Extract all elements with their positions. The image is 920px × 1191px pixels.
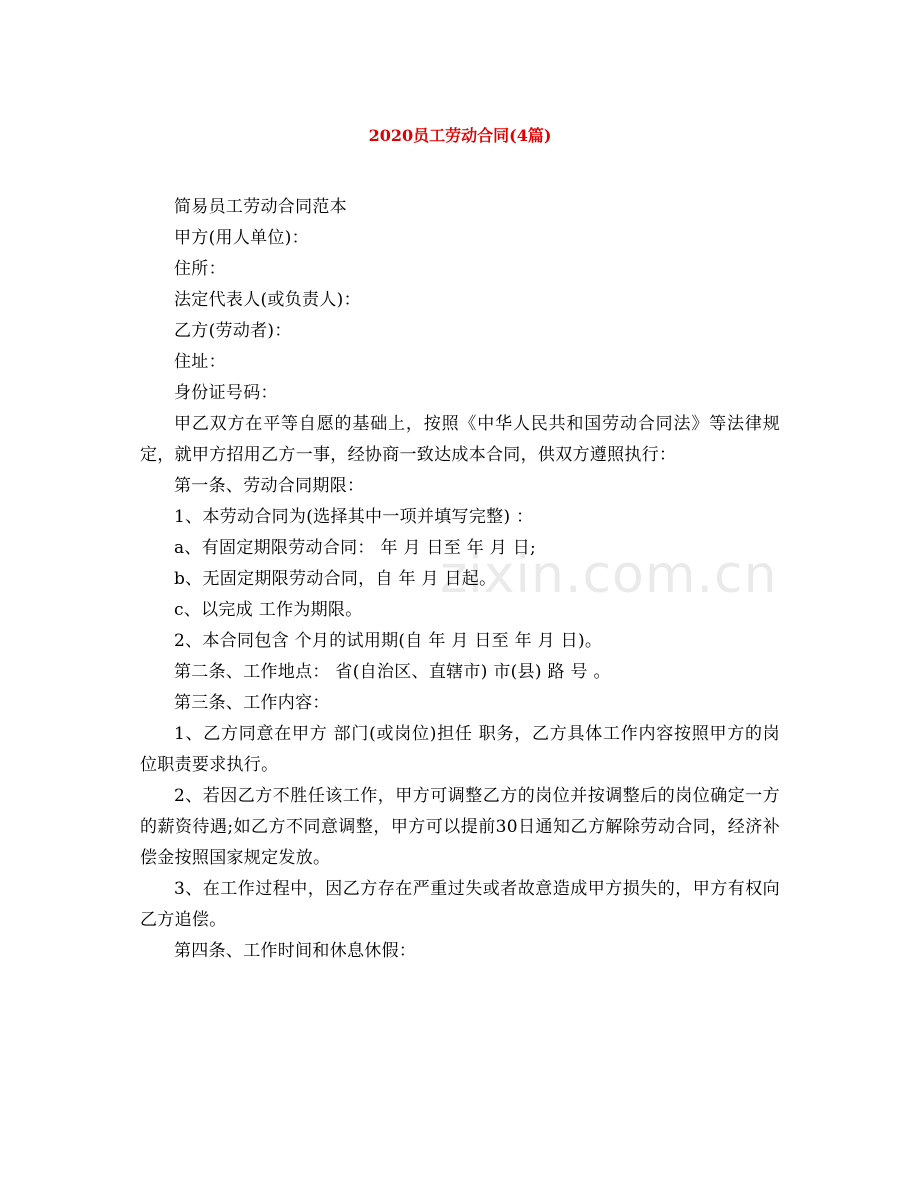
paragraph-article-2: 第二条、工作地点： 省(自治区、直辖市) 市(县) 路 号 。 [174, 662, 611, 682]
paragraph-address: 住址： [174, 352, 226, 372]
paragraph-article-1-heading: 第一条、劳动合同期限： [174, 476, 365, 496]
paragraph-article-3-item-2: 2、若因乙方不胜任该工作，甲方可调整乙方的岗位并按调整后的岗位确定一方的薪资待遇;如乙方不同意调整，甲方可以提前30日通知乙方解除劳动合同，经济补偿金按照国家规定发放。 [140, 786, 780, 868]
paragraph-article-1-option-c: c、以完成 工作为期限。 [174, 600, 363, 620]
paragraph-article-1-item-1: 1、本劳动合同为(选择其中一项并填写完整) ： [174, 507, 534, 527]
paragraph-article-3-item-1: 1、乙方同意在甲方 部门(或岗位)担任 职务，乙方具体工作内容按照甲方的岗位职责要求执行。 [140, 724, 780, 775]
document-body [140, 192, 780, 967]
paragraph-article-1-item-2: 2、本合同包含 个月的试用期(自 年 月 日至 年 月 日)。 [174, 631, 603, 651]
paragraph-residence: 住所： [174, 259, 226, 279]
paragraph-party-a: 甲方(用人单位)： [174, 228, 309, 248]
paragraph-legal-representative: 法定代表人(或负责人)： [174, 290, 361, 310]
paragraph-article-1-option-a: a、有固定期限劳动合同： 年 月 日至 年 月 日; [174, 538, 537, 558]
paragraph-id-number: 身份证号码： [174, 383, 278, 403]
paragraph-template-name: 简易员工劳动合同范本 [174, 197, 347, 217]
watermark: zixin.com.cn [440, 545, 778, 605]
paragraph-article-1-option-b: b、无固定期限劳动合同，自 年 月 日起。 [174, 569, 497, 589]
paragraph-article-4-heading: 第四条、工作时间和休息休假： [174, 941, 417, 961]
paragraph-preamble: 甲乙双方在平等自愿的基础上，按照《中华人民共和国劳动合同法》等法律规定，就甲方招用乙方一事，经协商一致达成本合同，供双方遵照执行： [140, 414, 780, 465]
document-title: 2020员工劳动合同(4篇) [368, 126, 552, 145]
paragraph-party-b: 乙方(劳动者)： [174, 321, 292, 341]
paragraph-article-3-item-3: 3、在工作过程中，因乙方存在严重过失或者故意造成甲方损失的，甲方有权向乙方追偿。 [140, 879, 780, 930]
paragraph-article-3-heading: 第三条、工作内容： [174, 693, 330, 713]
